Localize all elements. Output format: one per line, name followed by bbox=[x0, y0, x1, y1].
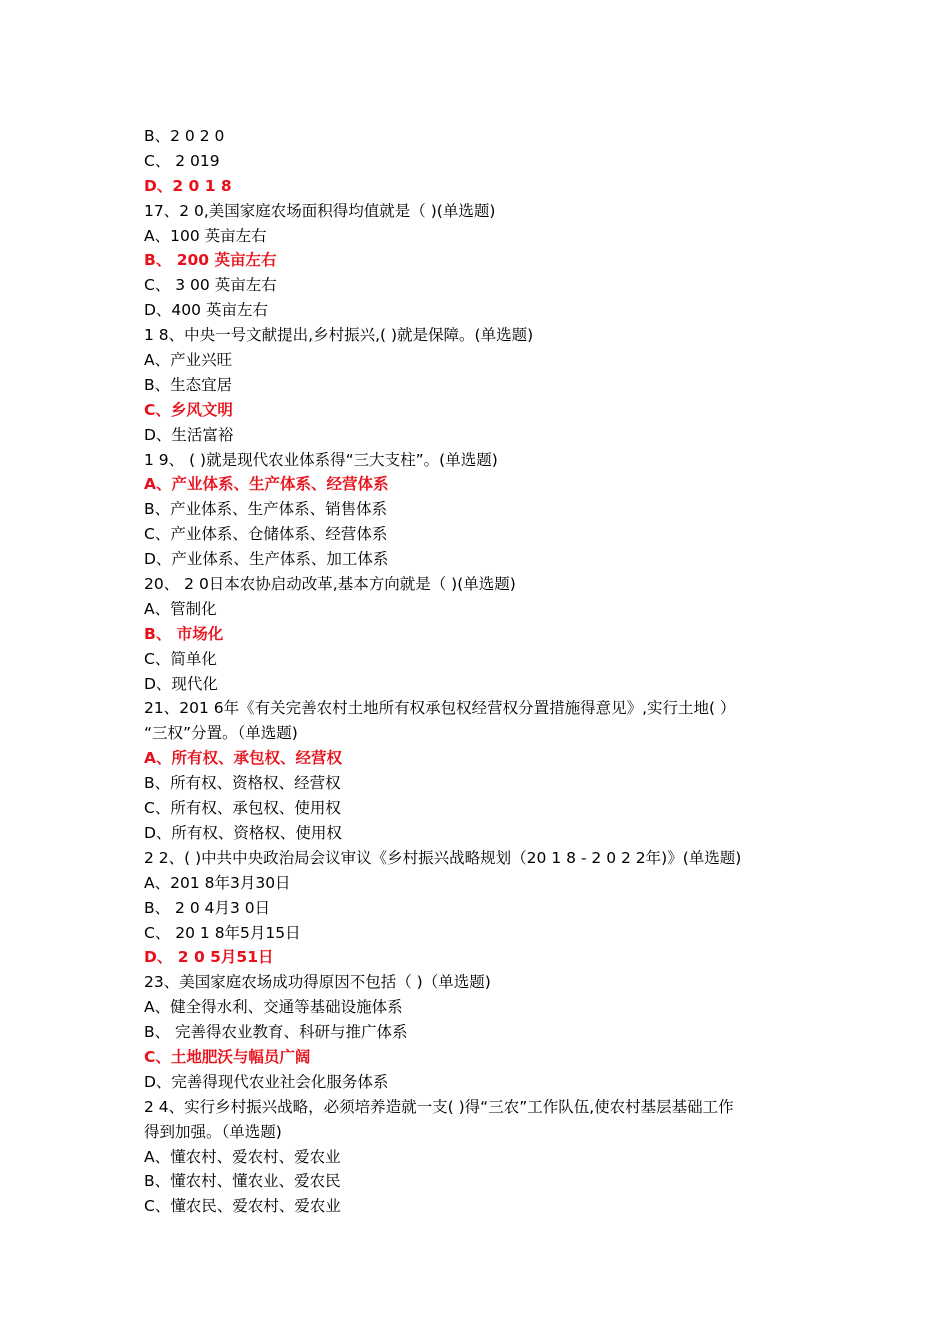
document-page bbox=[144, 124, 824, 1219]
text-line: C、简单化 bbox=[144, 649, 217, 668]
text-line: B、产业体系、生产体系、销售体系 bbox=[144, 500, 388, 519]
correct-answer-line: D、 2 0 5月51日 bbox=[144, 948, 274, 967]
text-line: 20、 2 0日本农协启动改革,基本方向就是（ )(单选题) bbox=[144, 575, 516, 594]
text-line: 2 4、实行乡村振兴战略，必须培养造就一支( )得“三农”工作队伍,使农村基层基础工作 bbox=[144, 1097, 734, 1116]
text-line: B、生态宜居 bbox=[144, 375, 233, 394]
text-line: “三权”分置。（单选题) bbox=[144, 724, 298, 743]
text-line: C、产业体系、仓储体系、经营体系 bbox=[144, 525, 388, 544]
text-line: 1 8、中央一号文献提出,乡村振兴,( )就是保障。(单选题) bbox=[144, 326, 534, 345]
text-line: D、所有权、资格权、使用权 bbox=[144, 823, 342, 842]
text-line: D、现代化 bbox=[144, 674, 218, 693]
text-line: 1 9、 ( )就是现代农业体系得“三大支柱”。(单选题) bbox=[144, 450, 498, 469]
text-line: A、管制化 bbox=[144, 599, 217, 618]
text-line: C、 3 00 英亩左右 bbox=[144, 276, 277, 295]
text-line: D、生活富裕 bbox=[144, 425, 234, 444]
text-line: B、 2 0 4月3 0日 bbox=[144, 898, 271, 917]
text-line: A、201 8年3月30日 bbox=[144, 873, 291, 892]
correct-answer-line: B、 市场化 bbox=[144, 624, 224, 643]
text-line: A、产业兴旺 bbox=[144, 351, 233, 370]
text-line: D、产业体系、生产体系、加工体系 bbox=[144, 550, 389, 569]
text-line: C、 2 019 bbox=[144, 151, 220, 170]
correct-answer-line: B、 200 英亩左右 bbox=[144, 251, 277, 270]
text-line: A、懂农村、爱农村、爱农业 bbox=[144, 1147, 341, 1166]
text-line: 23、美国家庭农场成功得原因不包括（ )（单选题) bbox=[144, 973, 491, 992]
text-line: B、2 0 2 0 bbox=[144, 127, 225, 145]
text-line: 得到加强。（单选题) bbox=[144, 1122, 282, 1141]
text-line: 21、201 6年《有关完善农村土地所有权承包权经营权分置措施得意见》,实行土地( ） bbox=[144, 699, 736, 718]
text-line: B、懂农村、懂农业、爱农民 bbox=[144, 1172, 341, 1191]
text-line: C、所有权、承包权、使用权 bbox=[144, 799, 341, 818]
text-line: A、健全得水利、交通等基础设施体系 bbox=[144, 998, 403, 1017]
text-line: D、完善得现代农业社会化服务体系 bbox=[144, 1072, 389, 1091]
correct-answer-line: C、乡风文明 bbox=[144, 400, 233, 419]
text-line: B、所有权、资格权、经营权 bbox=[144, 774, 341, 793]
text-line: D、400 英亩左右 bbox=[144, 301, 268, 320]
correct-answer-line: A、所有权、承包权、经营权 bbox=[144, 749, 342, 768]
text-line: 2 2、( )中共中央政治局会议审议《乡村振兴战略规划（20 1 8 - 2 0 2 2年)》(单选题) bbox=[144, 848, 742, 867]
text-line: C、懂农民、爱农村、爱农业 bbox=[144, 1197, 341, 1216]
text-line: B、 完善得农业教育、科研与推广体系 bbox=[144, 1023, 408, 1042]
text-line: C、 20 1 8年5月15日 bbox=[144, 923, 301, 942]
correct-answer-line: C、土地肥沃与幅员广阔 bbox=[144, 1047, 311, 1066]
text-line: A、100 英亩左右 bbox=[144, 226, 267, 245]
correct-answer-line: D、2 0 1 8 bbox=[144, 176, 232, 195]
text-line: 17、2 0,美国家庭农场面积得均值就是（ )(单选题) bbox=[144, 201, 496, 220]
correct-answer-line: A、产业体系、生产体系、经营体系 bbox=[144, 475, 389, 494]
